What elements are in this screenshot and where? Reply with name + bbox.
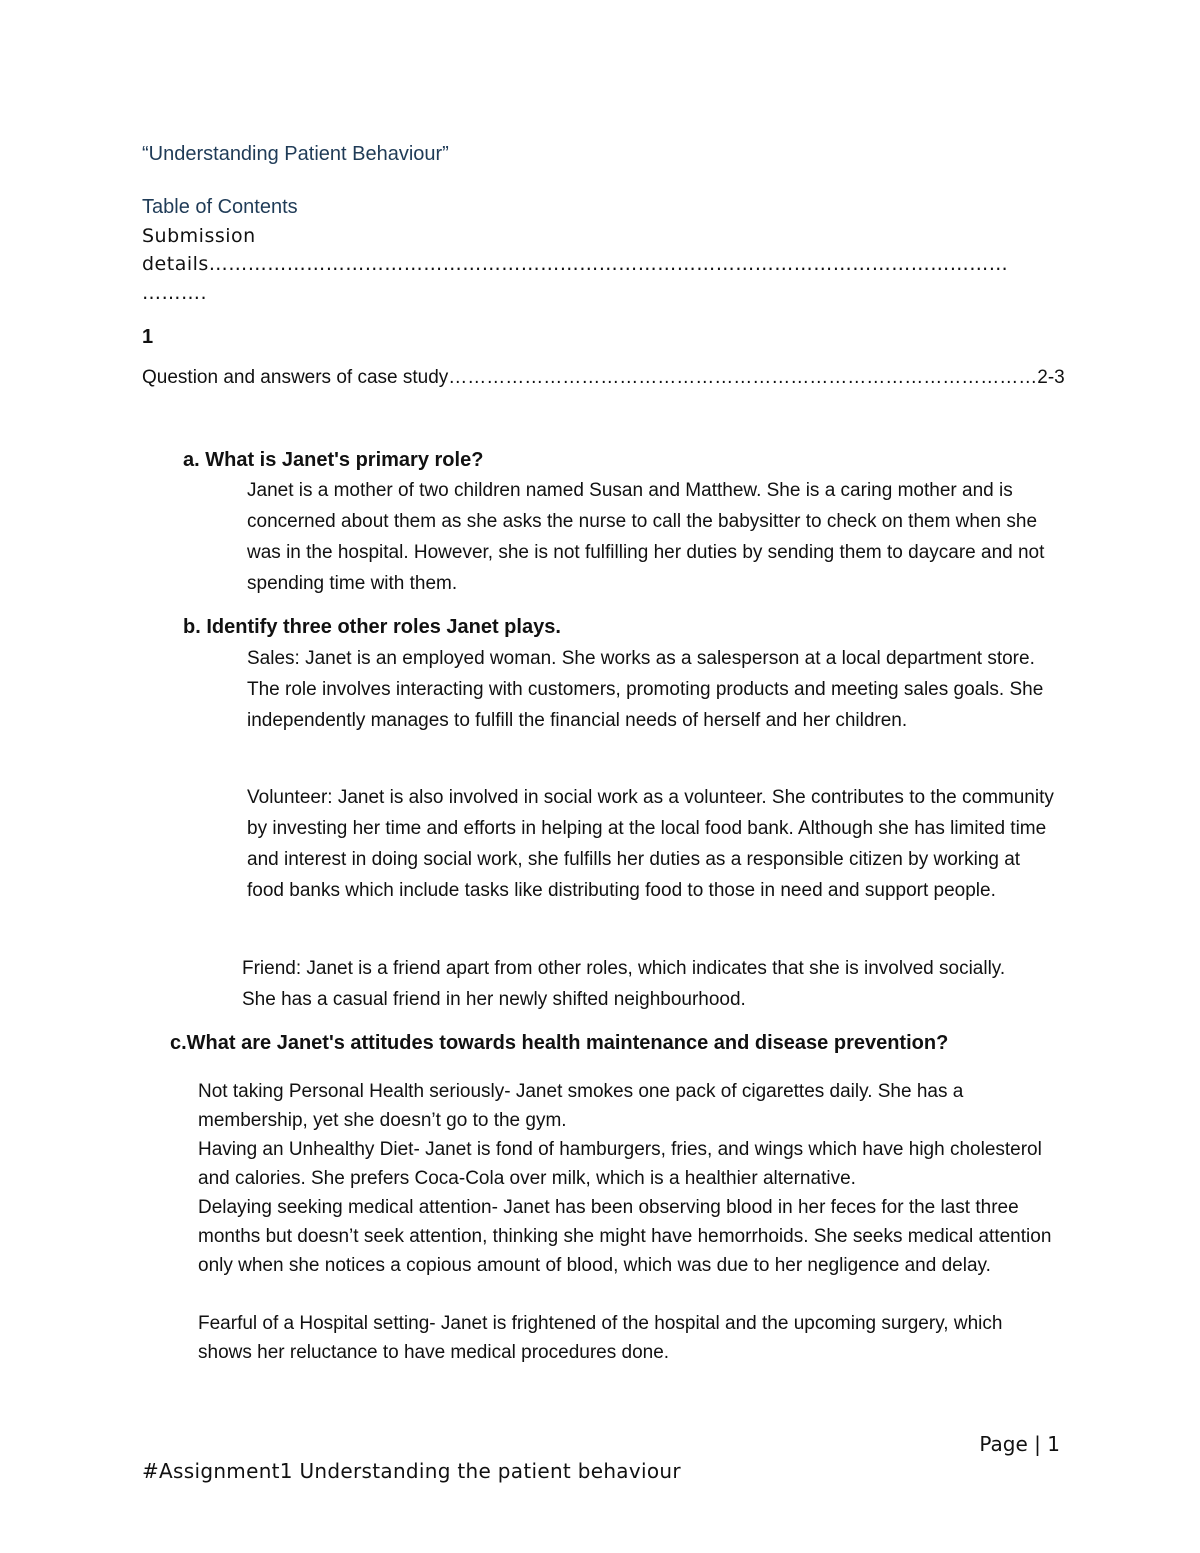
toc-submission-page-number: 1 [142,326,154,348]
toc-heading: Table of Contents [142,196,298,218]
section-c-paragraph-hospital-fear: Fearful of a Hospital setting- Janet is frightened of the hospital and the upcoming surgery, which shows her reluctance to have medical procedures done. [198,1313,1003,1363]
section-b-heading: b. Identify three other roles Janet plays. [183,616,561,638]
footer-document-label: #Assignment1 Understanding the patient behaviour [142,1459,681,1483]
toc-submission-details[interactable]: details…………………………………………………………………………………………………………… [142,253,1009,275]
section-c-paragraph-diet: Having an Unhealthy Diet- Janet is fond of hamburgers, fries, and wings which have high cholesterol and calories. She prefers Coca-Cola over milk, which is a healthier alternative. [198,1139,1042,1189]
section-a-heading: a. What is Janet's primary role? [183,449,484,471]
section-c-paragraph-personal-health: Not taking Personal Health seriously- Janet smokes one pack of cigarettes daily. She has a membership, yet she doesn’t go to the gym. [198,1081,964,1131]
toc-submission-leader: ………. [142,282,208,304]
section-c-paragraph-medical-attention: Delaying seeking medical attention- Janet has been observing blood in her feces for the last three months but doesn’t seek attention, thinking she might have hemorrhoids. She seeks medical attention only when she notices a copious amount of blood, which was due to her negligence and delay. [198,1197,1052,1276]
footer-page-number: Page | 1 [979,1432,1060,1456]
section-b-volunteer-paragraph: Volunteer: Janet is also involved in social work as a volunteer. She contributes to the community by investing her time and efforts in helping at the local food bank. Although she has limited time and interest in doing social work, she fulfills her duties as a responsible citizen by working at food banks which include tasks like distributing food to those in need and support people. [247,787,1054,901]
section-b-friend-paragraph: Friend: Janet is a friend apart from other roles, which indicates that she is involved socially. She has a casual friend in her newly shifted neighbourhood. [242,958,1006,1010]
document-title: “Understanding Patient Behaviour” [142,143,449,165]
section-a-paragraph: Janet is a mother of two children named Susan and Matthew. She is a caring mother and is concerned about them as she asks the nurse to call the babysitter to check on them when she was in the hospital. However, she is not fulfilling her duties by sending them to daycare and not spending time with them. [247,480,1045,594]
toc-qa-entry[interactable]: Question and answers of case study…………………………………………………………………………………2-3 [142,367,1065,388]
toc-submission-label[interactable]: Submission [142,225,256,247]
section-b-sales-paragraph: Sales: Janet is an employed woman. She works as a salesperson at a local department store. The role involves interacting with customers, promoting products and meeting sales goals. She independently manages to fulfill the financial needs of herself and her children. [247,648,1044,731]
section-c-heading: c.What are Janet's attitudes towards health maintenance and disease prevention? [170,1032,949,1054]
